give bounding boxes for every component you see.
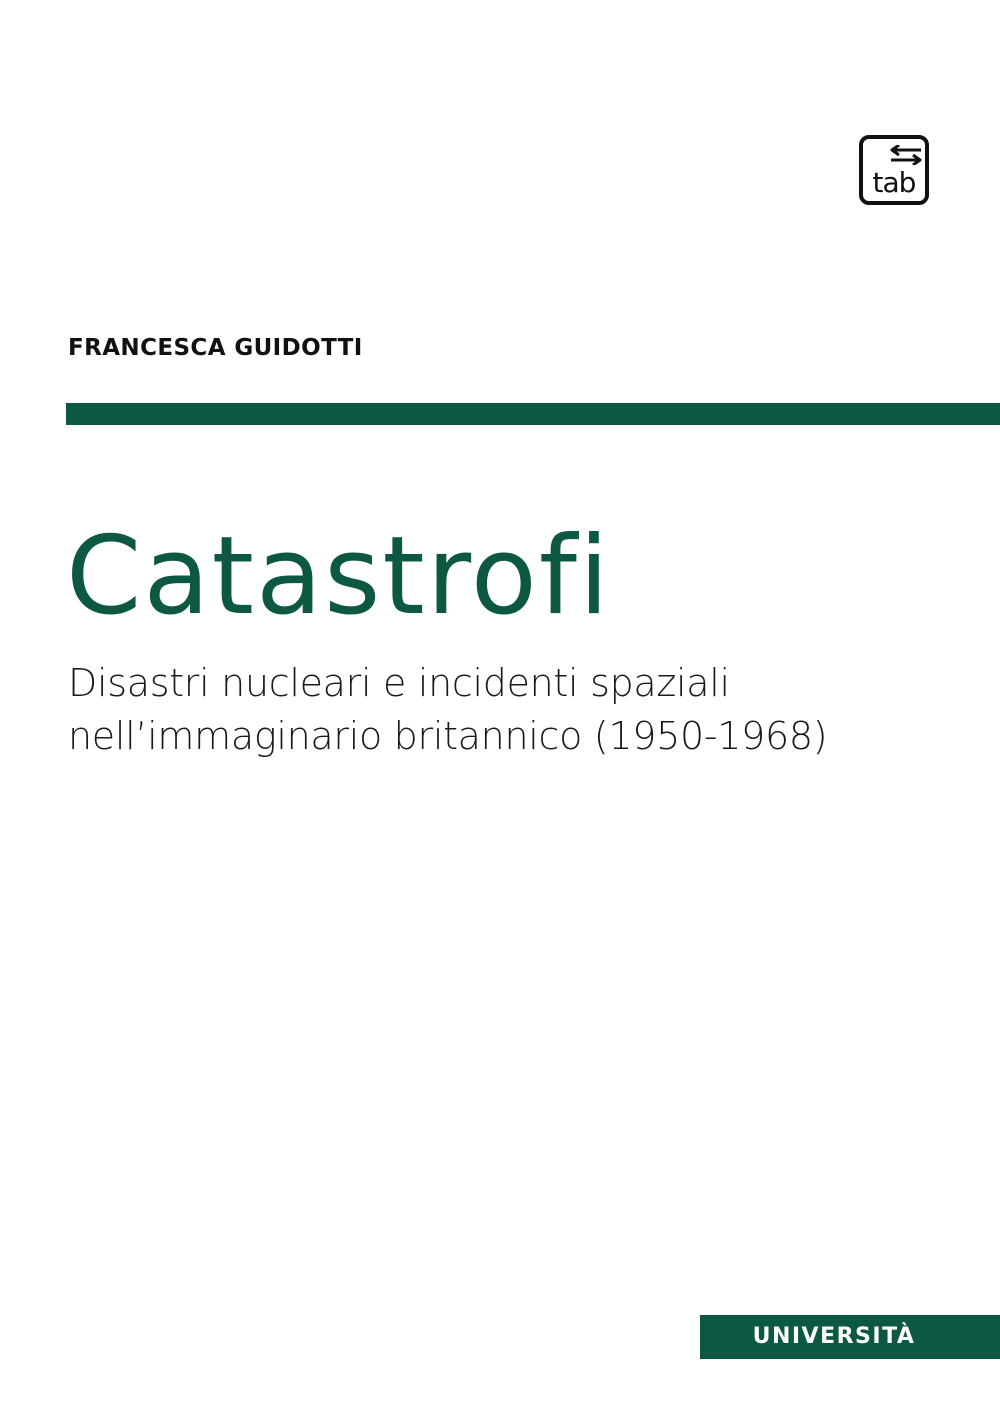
book-subtitle — [68, 657, 968, 763]
subtitle-line-2: nell’immaginario britannico (1950-1968) — [68, 714, 828, 758]
publisher-logo-text: tab — [872, 166, 916, 199]
series-badge: UNIVERSITÀ — [700, 1315, 1000, 1359]
accent-divider — [66, 403, 1000, 425]
author-name: FRANCESCA GUIDOTTI — [68, 335, 363, 361]
subtitle-line-1: Disastri nucleari e incidenti spaziali — [68, 661, 730, 705]
publisher-logo — [859, 135, 929, 205]
book-title: Catastrofi — [66, 514, 611, 639]
swap-arrows-icon — [889, 145, 923, 165]
